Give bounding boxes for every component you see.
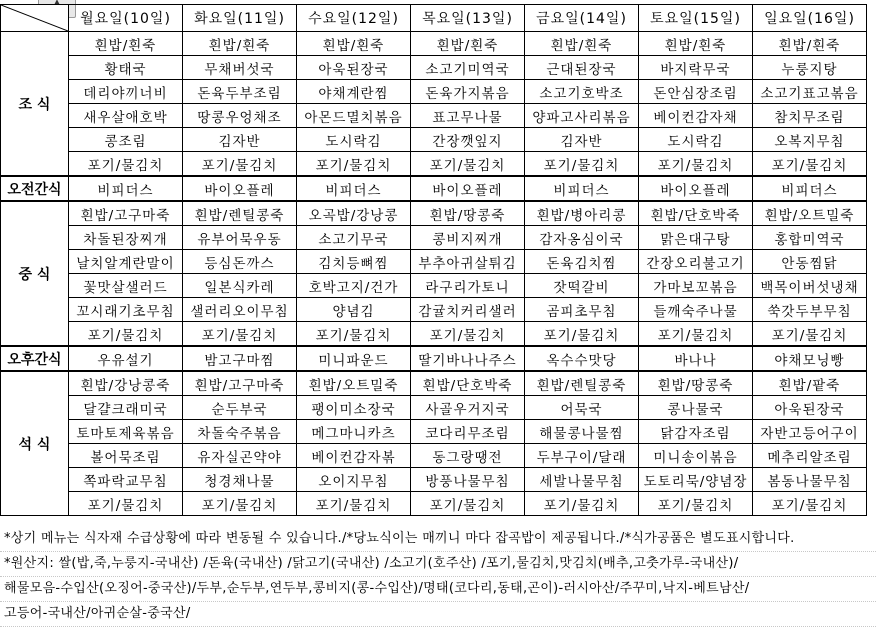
menu-item-cell: 콩나물국 <box>639 396 753 420</box>
menu-item-cell: 꼬시래기초무침 <box>69 298 183 322</box>
menu-row <box>1 226 867 250</box>
menu-item-cell: 차돌된장찌개 <box>69 226 183 250</box>
menu-item-cell: 포기/물김치 <box>525 152 639 177</box>
menu-row <box>1 371 867 396</box>
menu-item-cell: 백목이버섯냉채 <box>753 274 867 298</box>
menu-item-cell: 흰밥/흰죽 <box>753 32 867 56</box>
menu-item-cell: 흰밥/흰죽 <box>297 32 411 56</box>
menu-item-cell: 포기/물김치 <box>297 492 411 516</box>
menu-item-cell: 흰밥/강낭콩죽 <box>69 371 183 396</box>
menu-row <box>1 444 867 468</box>
snack-item-cell: 비피더스 <box>297 176 411 201</box>
menu-row <box>1 420 867 444</box>
menu-item-cell: 김치등뼈찜 <box>297 250 411 274</box>
menu-item-cell: 안동찜닭 <box>753 250 867 274</box>
menu-item-cell: 닭감자조림 <box>639 420 753 444</box>
menu-item-cell: 흰밥/땅콩죽 <box>639 371 753 396</box>
snack-item-cell: 미니파운드 <box>297 346 411 371</box>
menu-item-cell: 베이컨감자채 <box>639 104 753 128</box>
lunch-label: 중 식 <box>1 201 69 346</box>
pm_snack-label: 오후간식 <box>1 346 69 371</box>
menu-item-cell: 흰밥/오트밀죽 <box>753 201 867 226</box>
menu-item-cell: 소고기호박조 <box>525 80 639 104</box>
menu-item-cell: 잣떡갈비 <box>525 274 639 298</box>
menu-item-cell: 돈육가지볶음 <box>411 80 525 104</box>
menu-item-cell: 감귤치커리샐러 <box>411 298 525 322</box>
menu-item-cell: 들깨숙주나물 <box>639 298 753 322</box>
snack-item-cell: 비피더스 <box>69 176 183 201</box>
menu-item-cell: 꽃맛살샐러드 <box>69 274 183 298</box>
menu-item-cell: 돈육김치찜 <box>525 250 639 274</box>
day-header: 목요일(13일) <box>411 5 525 32</box>
menu-item-cell: 등심돈까스 <box>183 250 297 274</box>
day-header: 토요일(15일) <box>639 5 753 32</box>
menu-item-cell: 김자반 <box>183 128 297 152</box>
day-header: 월요일(10일) <box>69 5 183 32</box>
header-row <box>1 5 867 32</box>
notes-line: *상기 메뉴는 식자재 수급상황에 따라 변동될 수 있습니다./*당뇨식이는 매끼니 마다 잡곡밥이 제공됩니다./*식가공품은 별도표시합니다. <box>0 527 876 552</box>
menu-item-cell: 포기/물김치 <box>69 492 183 516</box>
snack-item-cell: 딸기바나나주스 <box>411 346 525 371</box>
menu-item-cell: 흰밥/흰죽 <box>525 32 639 56</box>
menu-row <box>1 128 867 152</box>
menu-item-cell: 돈안심장조림 <box>639 80 753 104</box>
menu-item-cell: 포기/물김치 <box>69 152 183 177</box>
menu-item-cell: 홍합미역국 <box>753 226 867 250</box>
menu-item-cell: 달걀크래미국 <box>69 396 183 420</box>
menu-item-cell: 코다리무조림 <box>411 420 525 444</box>
menu-row <box>1 274 867 298</box>
menu-item-cell: 감자옹심이국 <box>525 226 639 250</box>
menu-item-cell: 포기/물김치 <box>183 152 297 177</box>
menu-item-cell: 바지락무국 <box>639 56 753 80</box>
menu-item-cell: 흰밥/렌틸콩죽 <box>183 201 297 226</box>
menu-item-cell: 땅콩우엉채조 <box>183 104 297 128</box>
menu-item-cell: 김자반 <box>525 128 639 152</box>
menu-row <box>1 468 867 492</box>
menu-item-cell: 근대된장국 <box>525 56 639 80</box>
menu-item-cell: 흰밥/오트밀죽 <box>297 371 411 396</box>
menu-item-cell: 아몬드멸치볶음 <box>297 104 411 128</box>
menu-item-cell: 메그마니카츠 <box>297 420 411 444</box>
menu-item-cell: 데리야끼너비 <box>69 80 183 104</box>
menu-row <box>1 152 867 177</box>
menu-item-cell: 라구리가토니 <box>411 274 525 298</box>
menu-item-cell: 베이컨감자볶 <box>297 444 411 468</box>
menu-item-cell: 동그랑땡전 <box>411 444 525 468</box>
menu-item-cell: 쑥갓두부무침 <box>753 298 867 322</box>
menu-item-cell: 두부구이/달래 <box>525 444 639 468</box>
snack-item-cell: 바이오플레 <box>639 176 753 201</box>
menu-item-cell: 해물콩나물찜 <box>525 420 639 444</box>
menu-row <box>1 250 867 274</box>
menu-item-cell: 소고기무국 <box>297 226 411 250</box>
menu-item-cell: 포기/물김치 <box>69 322 183 347</box>
snack-item-cell: 비피더스 <box>525 176 639 201</box>
menu-item-cell: 세발나물무침 <box>525 468 639 492</box>
menu-item-cell: 포기/물김치 <box>525 322 639 347</box>
menu-item-cell: 오이지무침 <box>297 468 411 492</box>
menu-item-cell: 어묵국 <box>525 396 639 420</box>
menu-row <box>1 32 867 56</box>
menu-item-cell: 포기/물김치 <box>753 322 867 347</box>
day-header: 일요일(16일) <box>753 5 867 32</box>
menu-item-cell: 부추아귀살튀김 <box>411 250 525 274</box>
menu-item-cell: 포기/물김치 <box>753 492 867 516</box>
menu-item-cell: 콩조림 <box>69 128 183 152</box>
menu-item-cell: 순두부국 <box>183 396 297 420</box>
menu-item-cell: 간장깻잎지 <box>411 128 525 152</box>
menu-row <box>1 201 867 226</box>
menu-item-cell: 황태국 <box>69 56 183 80</box>
am_snack-row <box>1 176 867 201</box>
menu-item-cell: 미니송이볶음 <box>639 444 753 468</box>
snack-item-cell: 바나나 <box>639 346 753 371</box>
menu-item-cell: 콩비지찌개 <box>411 226 525 250</box>
menu-item-cell: 팽이미소장국 <box>297 396 411 420</box>
menu-notes <box>0 527 876 627</box>
weekly-menu-table <box>0 4 867 516</box>
snack-item-cell: 야채모닝빵 <box>753 346 867 371</box>
snack-item-cell: 밤고구마찜 <box>183 346 297 371</box>
diagonal-line <box>1 5 68 31</box>
menu-row <box>1 396 867 420</box>
menu-item-cell: 누룽지탕 <box>753 56 867 80</box>
menu-item-cell: 양파고사리볶음 <box>525 104 639 128</box>
menu-item-cell: 포기/물김치 <box>411 322 525 347</box>
menu-item-cell: 토마토제육볶음 <box>69 420 183 444</box>
menu-row <box>1 80 867 104</box>
menu-item-cell: 포기/물김치 <box>183 492 297 516</box>
menu-item-cell: 포기/물김치 <box>411 152 525 177</box>
snack-item-cell: 비피더스 <box>753 176 867 201</box>
menu-row <box>1 298 867 322</box>
menu-row <box>1 322 867 347</box>
menu-item-cell: 포기/물김치 <box>297 322 411 347</box>
menu-item-cell: 간장오리불고기 <box>639 250 753 274</box>
menu-item-cell: 참치무조림 <box>753 104 867 128</box>
menu-item-cell: 오곡밥/강낭콩 <box>297 201 411 226</box>
menu-item-cell: 야채계란찜 <box>297 80 411 104</box>
menu-item-cell: 아욱된장국 <box>753 396 867 420</box>
menu-item-cell: 날치알계란말이 <box>69 250 183 274</box>
breakfast-label: 조 식 <box>1 32 69 177</box>
menu-item-cell: 방풍나물무침 <box>411 468 525 492</box>
menu-item-cell: 도토리묵/양념장 <box>639 468 753 492</box>
menu-item-cell: 흰밥/단호박죽 <box>639 201 753 226</box>
menu-item-cell: 아욱된장국 <box>297 56 411 80</box>
menu-item-cell: 포기/물김치 <box>639 152 753 177</box>
menu-item-cell: 쪽파락교무침 <box>69 468 183 492</box>
menu-item-cell: 흰밥/병아리콩 <box>525 201 639 226</box>
menu-row <box>1 492 867 516</box>
menu-item-cell: 맑은대구탕 <box>639 226 753 250</box>
day-header: 금요일(14일) <box>525 5 639 32</box>
menu-item-cell: 표고무나물 <box>411 104 525 128</box>
menu-item-cell: 포기/물김치 <box>753 152 867 177</box>
menu-item-cell: 포기/물김치 <box>297 152 411 177</box>
menu-item-cell: 흰밥/팥죽 <box>753 371 867 396</box>
menu-item-cell: 흰밥/땅콩죽 <box>411 201 525 226</box>
day-header: 수요일(12일) <box>297 5 411 32</box>
pm_snack-row <box>1 346 867 371</box>
menu-item-cell: 청경채나물 <box>183 468 297 492</box>
menu-item-cell: 차돌숙주볶음 <box>183 420 297 444</box>
menu-item-cell: 흰밥/흰죽 <box>69 32 183 56</box>
menu-item-cell: 일본식카레 <box>183 274 297 298</box>
menu-item-cell: 흰밥/흰죽 <box>411 32 525 56</box>
menu-item-cell: 포기/물김치 <box>411 492 525 516</box>
header-corner-cell <box>1 5 69 32</box>
menu-item-cell: 돈육두부조림 <box>183 80 297 104</box>
menu-item-cell: 흰밥/렌틸콩죽 <box>525 371 639 396</box>
menu-row <box>1 56 867 80</box>
menu-item-cell: 메추리알조림 <box>753 444 867 468</box>
menu-item-cell: 흰밥/흰죽 <box>639 32 753 56</box>
menu-item-cell: 흰밥/고구마죽 <box>183 371 297 396</box>
menu-item-cell: 호박고지/건가 <box>297 274 411 298</box>
am_snack-label: 오전간식 <box>1 176 69 201</box>
menu-item-cell: 곰피초무침 <box>525 298 639 322</box>
menu-item-cell: 양념김 <box>297 298 411 322</box>
notes-line: 고등어-국내산/아귀순살-중국산/ <box>0 602 876 627</box>
dinner-label: 석 식 <box>1 371 69 516</box>
menu-item-cell: 포기/물김치 <box>183 322 297 347</box>
menu-item-cell: 포기/물김치 <box>639 322 753 347</box>
menu-item-cell: 흰밥/단호박죽 <box>411 371 525 396</box>
menu-item-cell: 볼어묵조림 <box>69 444 183 468</box>
menu-item-cell: 새우살애호박 <box>69 104 183 128</box>
menu-item-cell: 소고기미역국 <box>411 56 525 80</box>
menu-item-cell: 자반고등어구이 <box>753 420 867 444</box>
snack-item-cell: 옥수수맛당 <box>525 346 639 371</box>
snack-item-cell: 바이오플레 <box>183 176 297 201</box>
snack-item-cell: 우유설기 <box>69 346 183 371</box>
menu-item-cell: 오복지무침 <box>753 128 867 152</box>
menu-item-cell: 포기/물김치 <box>639 492 753 516</box>
menu-item-cell: 샐러리오이무침 <box>183 298 297 322</box>
menu-item-cell: 소고기표고볶음 <box>753 80 867 104</box>
notes-line: *원산지: 쌀(밥,죽,누룽지-국내산) /돈육(국내산) /닭고기(국내산) /소고기(호주산) /포기,물김치,맛김치(배추,고춧가루-국내산)/ <box>0 552 876 577</box>
menu-item-cell: 도시락김 <box>639 128 753 152</box>
menu-item-cell: 포기/물김치 <box>525 492 639 516</box>
menu-item-cell: 유자실곤약야 <box>183 444 297 468</box>
menu-item-cell: 가마보꼬볶음 <box>639 274 753 298</box>
day-header: 화요일(11일) <box>183 5 297 32</box>
menu-item-cell: 도시락김 <box>297 128 411 152</box>
menu-item-cell: 흰밥/흰죽 <box>183 32 297 56</box>
menu-item-cell: 봄동나물무침 <box>753 468 867 492</box>
menu-row <box>1 104 867 128</box>
menu-item-cell: 사골우거지국 <box>411 396 525 420</box>
snack-item-cell: 바이오플레 <box>411 176 525 201</box>
menu-item-cell: 유부어묵우동 <box>183 226 297 250</box>
menu-item-cell: 무채버섯국 <box>183 56 297 80</box>
notes-line: 해물모음-수입산(오징어-중국산)/두부,순두부,연두부,콩비지(콩-수입산)/명태(코다리,동태,곤이)-러시아산/주꾸미,낙지-베트남산/ <box>0 577 876 602</box>
menu-item-cell: 흰밥/고구마죽 <box>69 201 183 226</box>
